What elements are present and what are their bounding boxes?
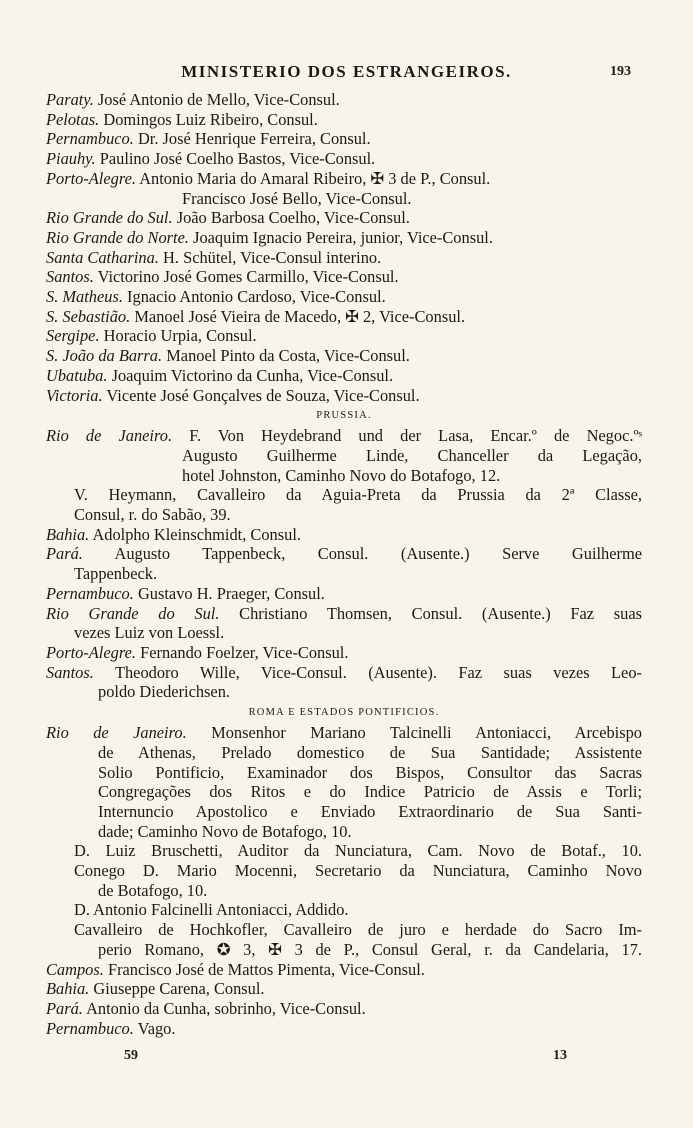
entry-text: Victorino José Gomes Carmillo, Vice-Consul.: [97, 267, 399, 287]
section-heading-prussia: PRUSSIA.: [316, 410, 372, 422]
place-name: Santos.: [46, 267, 94, 287]
entry-text: Adolpho Kleinschmidt, Consul.: [92, 524, 301, 544]
entry-line: [46, 584, 642, 604]
entry-line: [46, 505, 642, 525]
entry-line: [46, 466, 642, 486]
entry-text: Vago.: [137, 1018, 176, 1038]
entry-line: [46, 604, 642, 624]
place-name: Pelotas.: [46, 109, 100, 129]
entry-text: hotel Johnston, Caminho Novo do Botafogo, 12.: [182, 465, 501, 485]
entry-text: Solio Pontificio, Examinador dos Bispos, Consultor das Sacras: [98, 762, 642, 782]
entry-text: Antonio da Cunha, sobrinho, Vice-Consul.: [86, 998, 366, 1018]
entry-text: Vicente José Gonçalves de Souza, Vice-Consul.: [106, 385, 420, 405]
entry-line: [46, 326, 642, 346]
entry-text: Christiano Thomsen, Consul. (Ausente.) Faz suas: [239, 603, 642, 623]
entry-text: D. Antonio Falcinelli Antoniacci, Addido.: [74, 900, 349, 920]
entry-line: [46, 307, 642, 327]
entry-line: [46, 564, 642, 584]
entry-text: Fernando Foelzer, Vice-Consul.: [140, 642, 349, 662]
entry-line: [46, 822, 642, 842]
page-number: 193: [610, 64, 631, 79]
entry-line: [46, 979, 642, 999]
entry-text: Theodoro Wille, Vice-Consul. (Ausente). Faz suas vezes Leo-: [114, 662, 642, 682]
place-name: Porto-Alegre.: [46, 168, 136, 188]
signature-mark-right: 13: [553, 1048, 567, 1063]
entry-line: [46, 208, 642, 228]
entry-line: [46, 900, 642, 920]
entry-text: Francisco José de Mattos Pimenta, Vice-Consul.: [107, 959, 425, 979]
entry-text: Congregações dos Ritos e do Indice Patricio de Assis e Torli;: [98, 782, 642, 802]
roma-list: [46, 723, 642, 1038]
entry-line: [46, 763, 642, 783]
place-name: Paraty.: [46, 90, 94, 109]
entry-line: [46, 723, 642, 743]
entry-text: Consul, r. do Sabão, 39.: [74, 505, 231, 525]
place-name: Sergipe.: [46, 326, 100, 346]
place-name: Santa Catharina.: [46, 247, 159, 267]
entry-line: [46, 267, 642, 287]
place-name: Rio Grande do Sul.: [46, 603, 220, 623]
entry-line: [46, 544, 642, 564]
place-name: S. Sebastião.: [46, 306, 131, 326]
entry-line: [46, 248, 642, 268]
place-name: S. Matheus.: [46, 287, 123, 307]
entry-text: Cavalleiro de Hochkofler, Cavalleiro de juro e herdade do Sacro Im-: [74, 920, 642, 940]
place-name: Santos.: [46, 662, 94, 682]
entry-text: Tappenbeck.: [74, 564, 158, 584]
entry-line: [46, 960, 642, 980]
place-name: Bahia.: [46, 524, 90, 544]
entry-line: [46, 802, 642, 822]
place-name: Pernambuco.: [46, 129, 134, 149]
entry-line: [46, 228, 642, 248]
entry-line: [46, 623, 642, 643]
entry-line: [46, 743, 642, 763]
entry-line: [46, 366, 642, 386]
place-name: Pará.: [46, 998, 83, 1018]
entry-line: [46, 920, 642, 940]
entry-line: [46, 90, 642, 110]
entry-text: F. Von Heydebrand und der Lasa, Encar.º de Negoc.ºˢ: [189, 426, 642, 446]
entry-line: [46, 1019, 642, 1039]
place-name: Rio Grande do Norte.: [46, 227, 189, 247]
entry-line: [46, 841, 642, 861]
entry-text: Monsenhor Mariano Talcinelli Antoniacci, Arcebispo: [211, 723, 642, 743]
entry-text: João Barbosa Coelho, Vice-Consul.: [176, 208, 410, 228]
place-name: Ubatuba.: [46, 365, 108, 385]
place-name: Victoria.: [46, 385, 103, 405]
prussia-list: [46, 426, 642, 702]
entry-line: [46, 189, 642, 209]
entry-text: perio Romano, ✪ 3, ✠ 3 de P., Consul Geral, r. da Candelaria, 17.: [98, 939, 642, 959]
entry-text: Manoel José Vieira de Macedo, ✠ 2, Vice-Consul.: [134, 306, 466, 326]
entry-line: [46, 525, 642, 545]
brazil-consuls-list: [46, 90, 642, 405]
entry-text: Manoel Pinto da Costa, Vice-Consul.: [166, 346, 410, 366]
place-name: Pará.: [46, 544, 83, 564]
running-title: MINISTERIO DOS ESTRANGEIROS.: [181, 62, 512, 81]
place-name: Piauhy.: [46, 149, 96, 169]
entry-line: [46, 881, 642, 901]
entry-text: vezes Luiz von Loessl.: [74, 623, 225, 643]
page-footer: [0, 1048, 693, 1070]
entry-line: [46, 386, 642, 406]
entry-text: Dr. José Henrique Ferreira, Consul.: [137, 129, 371, 149]
entry-text: H. Schütel, Vice-Consul interino.: [163, 247, 382, 267]
entry-line: [46, 169, 642, 189]
place-name: Bahia.: [46, 979, 90, 999]
entry-text: Horacio Urpia, Consul.: [103, 326, 257, 346]
entry-text: de Botafogo, 10.: [98, 880, 208, 900]
entry-text: poldo Diederichsen.: [98, 682, 230, 702]
entry-text: V. Heymann, Cavalleiro da Aguia-Preta da Prussia da 2ª Classe,: [74, 485, 642, 505]
place-name: S. João da Barra.: [46, 346, 163, 366]
entry-text: Giuseppe Carena, Consul.: [93, 979, 265, 999]
entry-text: Joaquim Victorino da Cunha, Vice-Consul.: [111, 365, 394, 385]
entry-line: [46, 663, 642, 683]
entry-text: Gustavo H. Praeger, Consul.: [137, 583, 325, 603]
entry-line: [46, 861, 642, 881]
entry-line: [46, 782, 642, 802]
entry-line: [46, 287, 642, 307]
entry-text: José Antonio de Mello, Vice-Consul.: [97, 90, 340, 109]
page-header: [0, 62, 693, 86]
page-body: [46, 90, 642, 1038]
entry-line: [46, 999, 642, 1019]
entry-text: Domingos Luiz Ribeiro, Consul.: [103, 109, 318, 129]
entry-line: [46, 643, 642, 663]
entry-line: [46, 940, 642, 960]
place-name: Rio de Janeiro.: [46, 426, 173, 446]
entry-text: Ignacio Antonio Cardoso, Vice-Consul.: [127, 287, 386, 307]
entry-text: Augusto Tappenbeck, Consul. (Ausente.) Serve Guilherme: [114, 544, 642, 564]
entry-text: Antonio Maria do Amaral Ribeiro, ✠ 3 de P., Consul.: [139, 168, 491, 188]
entry-text: Francisco José Bello, Vice-Consul.: [182, 188, 412, 208]
place-name: Campos.: [46, 959, 104, 979]
place-name: Pernambuco.: [46, 1018, 134, 1038]
entry-line: [46, 149, 642, 169]
entry-text: Paulino José Coelho Bastos, Vice-Consul.: [99, 149, 376, 169]
place-name: Rio de Janeiro.: [46, 723, 187, 743]
entry-line: [46, 110, 642, 130]
entry-line: [46, 446, 642, 466]
entry-line: [46, 346, 642, 366]
entry-line: [46, 682, 642, 702]
place-name: Rio Grande do Sul.: [46, 208, 173, 228]
entry-text: D. Luiz Bruschetti, Auditor da Nunciatura, Cam. Novo de Botaf., 10.: [74, 841, 642, 861]
entry-text: Conego D. Mario Mocenni, Secretario da Nunciatura, Caminho Novo: [74, 861, 642, 881]
entry-text: de Athenas, Prelado domestico de Sua Santidade; Assistente: [98, 742, 642, 762]
place-name: Pernambuco.: [46, 583, 134, 603]
entry-text: Internuncio Apostolico e Enviado Extraordinario de Sua Santi-: [98, 801, 642, 821]
entry-line: [46, 129, 642, 149]
signature-mark-left: 59: [124, 1048, 138, 1063]
entry-text: Joaquim Ignacio Pereira, junior, Vice-Consul.: [193, 227, 493, 247]
place-name: Porto-Alegre.: [46, 642, 136, 662]
section-heading-roma: ROMA E ESTADOS PONTIFICIOS.: [248, 707, 440, 719]
entry-line: [46, 426, 642, 446]
entry-line: [46, 485, 642, 505]
entry-text: dade; Caminho Novo de Botafogo, 10.: [98, 821, 352, 841]
entry-text: Augusto Guilherme Linde, Chanceller da Legação,: [182, 445, 642, 465]
